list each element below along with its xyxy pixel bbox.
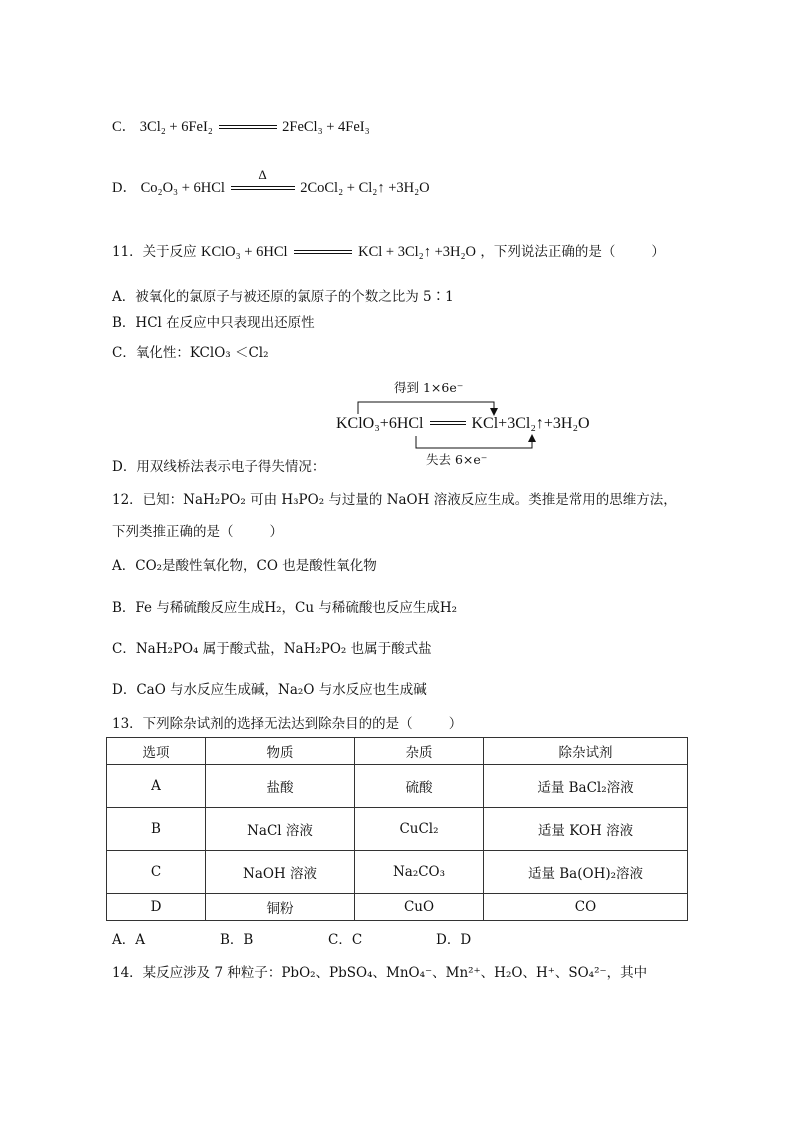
close-paren: ） (448, 716, 463, 732)
table-cell: C (107, 851, 206, 894)
table-cell: 硫酸 (355, 765, 484, 808)
table-cell: CO (484, 894, 688, 921)
question-text: 下列类推正确的是（ (112, 524, 234, 540)
header-cell: 除杂试剂 (484, 738, 688, 765)
equation-lhs: 3Cl₂ + 6FeI₂ (139, 119, 213, 135)
table-header-row (107, 738, 688, 765)
equation-rhs: KCl + 3Cl₂↑ +3H₂O (358, 244, 477, 260)
header-cell: 物质 (206, 738, 355, 765)
table-cell: 适量 Ba(OH)₂溶液 (484, 851, 688, 894)
table-cell: Na₂CO₃ (355, 851, 484, 894)
table-cell: D (107, 894, 206, 921)
q13-option-d: D．D (436, 932, 472, 948)
table-row (107, 851, 688, 894)
bridge-loss-label: 失去 6×e⁻ (426, 452, 488, 467)
table-row (107, 808, 688, 851)
q13-stem (112, 714, 462, 734)
q13-option-c: C．C (328, 932, 363, 948)
equation-lhs: Co₂O₃ + 6HCl (140, 180, 225, 196)
q14-stem: 14．某反应涉及 7 种粒子：PbO₂、PbSO₄、MnO₄⁻、Mn²⁺、H₂O、H⁺、SO₄²⁻，其中 (112, 965, 648, 981)
bridge-lhs: KClO₃+6HCl (336, 415, 424, 432)
q11-option-b: B．HCl 在反应中只表现出还原性 (112, 315, 315, 331)
q12-stem-line2 (112, 522, 283, 542)
equals-sign (231, 166, 295, 194)
table-cell: 适量 BaCl₂溶液 (484, 765, 688, 808)
header-cell: 杂质 (355, 738, 484, 765)
double-bridge-diagram (336, 378, 636, 468)
table-cell: NaCl 溶液 (206, 808, 355, 851)
equals-sign (219, 123, 277, 133)
option-label: C． (112, 119, 137, 135)
table-cell: CuCl₂ (355, 808, 484, 851)
question-text: 11．关于反应 (112, 244, 197, 260)
q13-option-b: B．B (220, 932, 254, 948)
impurity-removal-table (106, 737, 688, 921)
table-cell: 铜粉 (206, 894, 355, 921)
q13-options (112, 930, 471, 950)
table-cell: B (107, 808, 206, 851)
q12-option-c: C．NaH₂PO₄ 属于酸式盐，NaH₂PO₂ 也属于酸式盐 (112, 641, 432, 657)
table-cell: 适量 KOH 溶液 (484, 808, 688, 851)
q12-option-d: D．CaO 与水反应生成碱，Na₂O 与水反应也生成碱 (112, 682, 427, 698)
question-text: 13．下列除杂试剂的选择无法达到除杂目的的是（ (112, 716, 413, 732)
table-cell: 盐酸 (206, 765, 355, 808)
q11-option-a: A．被氧化的氯原子与被还原的氯原子的个数之比为 5∶1 (112, 289, 454, 305)
equation-rhs: 2CoCl₂ + Cl₂↑ +3H₂O (300, 180, 430, 196)
bridge-equation (336, 415, 590, 433)
q11-option-c: C．氧化性：KClO₃ ＜Cl₂ (112, 345, 269, 361)
close-paren: ） (269, 524, 283, 540)
table-cell: CuO (355, 894, 484, 921)
equals-sign (294, 248, 352, 258)
table-cell: NaOH 溶液 (206, 851, 355, 894)
q12-stem-line1: 12．已知：NaH₂PO₂ 可由 H₃PO₂ 与过量的 NaOH 溶液反应生成。类推是常用的思维方法， (112, 492, 677, 508)
table-row (107, 894, 688, 921)
table-row (107, 765, 688, 808)
heat-condition: Δ (258, 166, 267, 182)
q10-option-c (112, 117, 370, 137)
q11-stem (112, 242, 665, 262)
equation-rhs: 2FeCl₃ + 4FeI₃ (282, 119, 370, 135)
bridge-rhs: KCl+3Cl₂↑+3H₂O (471, 415, 590, 432)
close-paren: ） (651, 244, 665, 260)
header-cell: 选项 (107, 738, 206, 765)
question-text-tail: ，下列说法正确的是（ (480, 244, 616, 260)
q10-option-d (112, 166, 430, 198)
table-cell: A (107, 765, 206, 808)
q13-option-a: A．A (112, 932, 145, 948)
q12-option-a: A．CO₂是酸性氧化物，CO 也是酸性氧化物 (112, 558, 377, 574)
equals-sign (430, 419, 466, 429)
q12-option-b: B．Fe 与稀硫酸反应生成H₂，Cu 与稀硫酸也反应生成H₂ (112, 600, 458, 616)
q11-option-d: D．用双线桥法表示电子得失情况： (112, 459, 326, 475)
bridge-gain-label: 得到 1×6e⁻ (394, 380, 464, 395)
option-label: D． (112, 180, 137, 196)
equation-lhs: KClO₃ + 6HCl (200, 244, 288, 260)
